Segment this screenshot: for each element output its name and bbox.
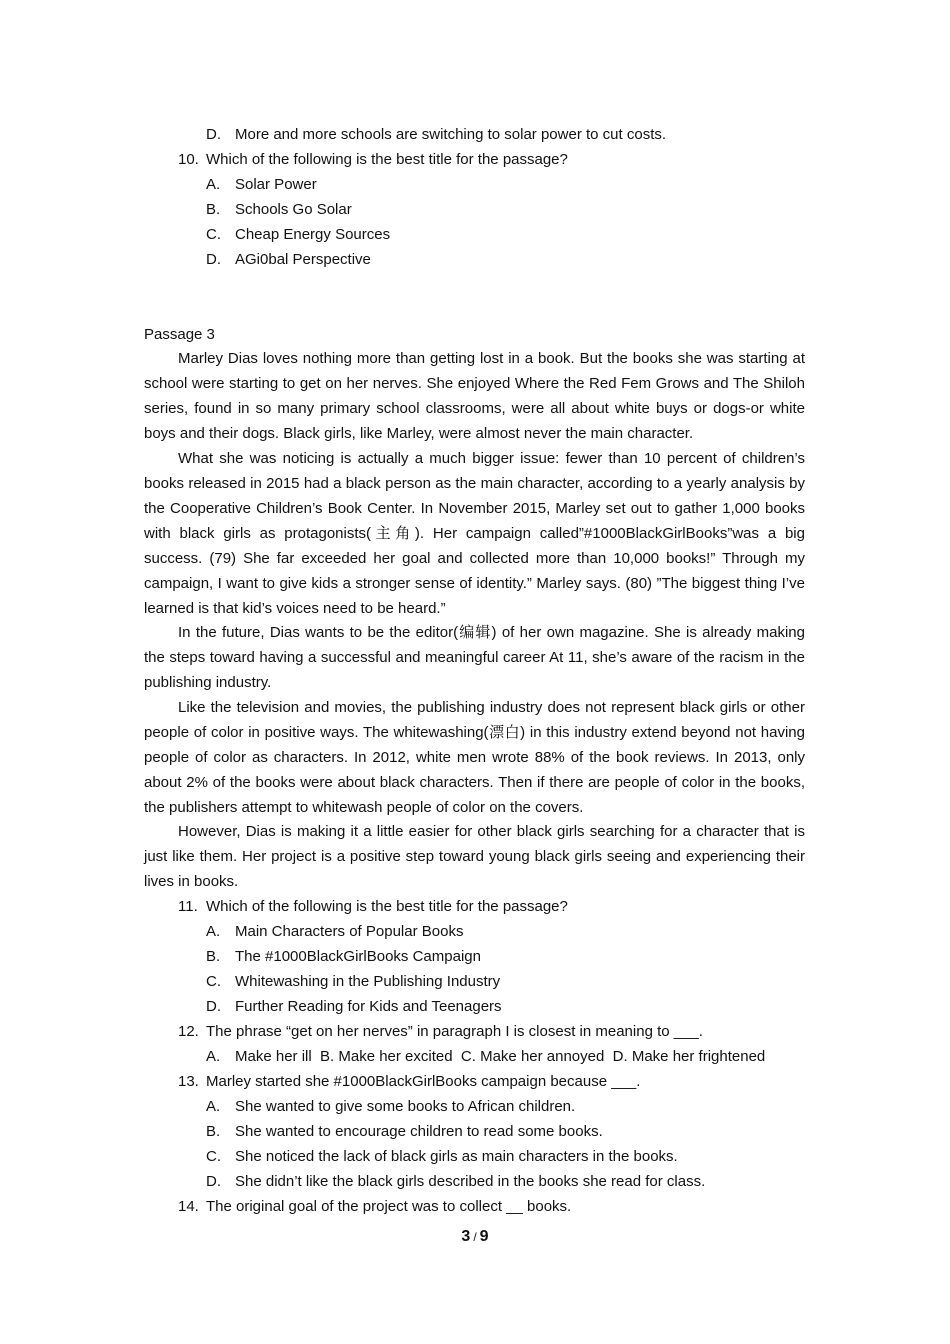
passage-paragraph: Like the television and movies, the publishing industry does not represent black girls or other people of color in positive ways. The whitewashing(漂白) in this industry extend beyond not having people of color as characters. In 2012, white men wrote 88% of the book reviews. In 2013, only about 2% of the books were about black characters. Then if there are people of color in the books, the publishers attempt to whitewash people of color on the covers. xyxy=(144,699,805,816)
option-text: Cheap Energy Sources xyxy=(235,226,391,243)
question-number: 12. xyxy=(178,1023,199,1040)
question-text: Which of the following is the best title for the passage? xyxy=(206,898,568,915)
option-text: AGi0bal Perspective xyxy=(235,251,371,268)
option-letter: A. xyxy=(206,1098,221,1115)
option-text: Further Reading for Kids and Teenagers xyxy=(235,998,502,1015)
option-letter: D. xyxy=(206,998,221,1015)
question-number: 14. xyxy=(178,1198,199,1215)
option-text: More and more schools are switching to solar power to cut costs. xyxy=(235,126,667,143)
option-text: Whitewashing in the Publishing Industry xyxy=(235,973,501,990)
option-letter: D. xyxy=(206,1173,221,1190)
option-letter: A. xyxy=(206,1048,221,1065)
option-letter: B. xyxy=(206,948,221,965)
page-number xyxy=(0,1225,950,1249)
option-letter: C. xyxy=(206,973,221,990)
option-text: She didn’t like the black girls described in the books she read for class. xyxy=(235,1173,706,1190)
question-text: The phrase “get on her nerves” in paragraph I is closest in meaning to ___. xyxy=(206,1023,703,1040)
option-letter: D. xyxy=(206,251,221,268)
option-letter: C. xyxy=(206,1148,221,1165)
page-separator: / xyxy=(473,1230,477,1244)
question-text: Which of the following is the best title for the passage? xyxy=(206,151,568,168)
question-number: 13. xyxy=(178,1073,199,1090)
option-letter: B. xyxy=(206,201,221,218)
question-text: The original goal of the project was to collect __ books. xyxy=(206,1198,572,1215)
option-letter: B. xyxy=(206,1123,221,1140)
passage-paragraph: However, Dias is making it a little easier for other black girls searching for a character that is just like them. Her project is a positive step toward young black girls seeing and experiencing their lives in books. xyxy=(144,823,805,890)
passage-label: Passage 3 xyxy=(144,326,215,343)
option-text: Main Characters of Popular Books xyxy=(235,923,464,940)
page-total: 9 xyxy=(479,1228,489,1245)
option-letter: A. xyxy=(206,923,221,940)
passage-paragraph: What she was noticing is actually a much bigger issue: fewer than 10 percent of children’s books released in 2015 had a black person as the main character, according to a yearly analysis by the Cooperative Children’s Book Center. In November 2015, Marley set out to gather 1,000 books with black girls as protagonists(主角). Her campaign called”#1000BlackGirlBooks”was a big success. (79) She far exceeded her goal and collected more than 10,000 books!” Through my campaign, I want to give kids a stronger sense of identity.” Marley says. (80) ”The biggest thing I’ve learned is that kid’s voices need to be heard.” xyxy=(144,450,805,617)
option-letter: A. xyxy=(206,176,221,193)
page-current: 3 xyxy=(461,1228,471,1245)
option-text: She noticed the lack of black girls as main characters in the books. xyxy=(235,1148,678,1165)
question-number: 11. xyxy=(178,898,198,915)
option-text: She wanted to give some books to African children. xyxy=(235,1098,576,1115)
inline-options-text: Make her ill B. Make her excited C. Make her annoyed D. Make her frightened xyxy=(235,1048,766,1065)
option-text: The #1000BlackGirlBooks Campaign xyxy=(235,948,481,965)
question-number: 10. xyxy=(178,151,199,168)
option-text: Schools Go Solar xyxy=(235,201,352,218)
passage-paragraph: Marley Dias loves nothing more than getting lost in a book. But the books she was starting at school were starting to get on her nerves. She enjoyed Where the Red Fem Grows and The Shiloh series, found in so many primary school classrooms, were all about white buys or dogs-or white boys and their dogs. Black girls, like Marley, were almost never the main character. xyxy=(144,350,805,442)
passage-paragraph: In the future, Dias wants to be the editor(编辑) of her own magazine. She is already making the steps toward having a successful and meaningful career At 11, she’s aware of the racism in the publishing industry. xyxy=(144,624,805,691)
option-text: She wanted to encourage children to read some books. xyxy=(235,1123,603,1140)
option-letter: D. xyxy=(206,126,221,143)
option-letter: C. xyxy=(206,226,221,243)
question-text: Marley started she #1000BlackGirlBooks campaign because ___. xyxy=(206,1073,641,1090)
option-text: Solar Power xyxy=(235,176,317,193)
